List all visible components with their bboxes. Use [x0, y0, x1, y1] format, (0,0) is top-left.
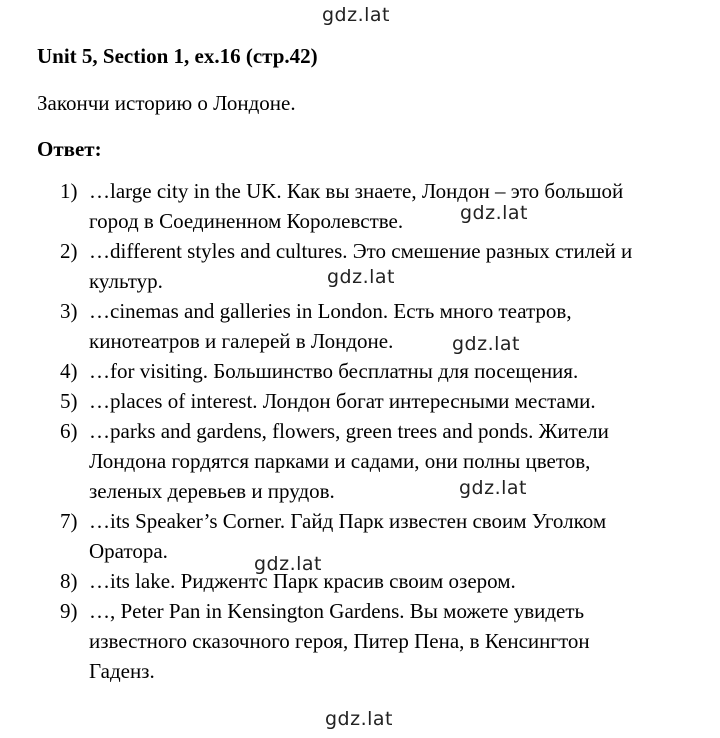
- answer-line: Лондона гордятся парками и садами, они полны цветов,: [89, 449, 591, 473]
- watermark: gdz.lat: [327, 266, 396, 288]
- answer-line: зеленых деревьев и прудов.: [89, 479, 335, 503]
- answer-line: город в Соединенном Королевстве.: [89, 209, 404, 233]
- answer-line: …its lake. Риджентс Парк красив своим озером.: [89, 569, 516, 593]
- answer-number: 4): [60, 359, 78, 383]
- answer-number: 5): [60, 389, 78, 413]
- answer-number: 7): [60, 509, 78, 533]
- answer-number: 1): [60, 179, 78, 203]
- exercise-heading: Unit 5, Section 1, ex.16 (стр.42): [37, 44, 318, 68]
- answer-number: 2): [60, 239, 78, 263]
- answer-list: [60, 176, 700, 686]
- answer-line: известного сказочного героя, Питер Пена, в Кенсингтон: [89, 629, 590, 653]
- answer-number: 8): [60, 569, 78, 593]
- answer-line: …large city in the UK. Как вы знаете, Лондон – это большой: [89, 179, 624, 203]
- answer-line: Оратора.: [89, 539, 168, 563]
- watermark: gdz.lat: [452, 333, 521, 355]
- answer-label: Ответ:: [37, 137, 102, 161]
- answer-line: …different styles and cultures. Это смешение разных стилей и: [89, 239, 633, 263]
- answer-number: 9): [60, 599, 78, 623]
- answer-number: 3): [60, 299, 78, 323]
- answer-line: …for visiting. Большинство бесплатны для посещения.: [89, 359, 579, 383]
- watermark-top: gdz.lat: [322, 4, 391, 26]
- answer-item: [60, 416, 700, 506]
- task-text: Закончи историю о Лондоне.: [37, 91, 296, 115]
- answer-line: …cinemas and galleries in London. Есть много театров,: [89, 299, 572, 323]
- answer-number: 6): [60, 419, 78, 443]
- answer-item: [60, 596, 700, 686]
- answer-line: кинотеатров и галерей в Лондоне.: [89, 329, 394, 353]
- watermark: gdz.lat: [459, 477, 528, 499]
- watermark-bottom: gdz.lat: [325, 708, 394, 730]
- watermark: gdz.lat: [460, 202, 529, 224]
- answer-item: [60, 506, 700, 566]
- answer-line: культур.: [89, 269, 163, 293]
- watermark: gdz.lat: [254, 553, 323, 575]
- answer-line: …, Peter Pan in Kensington Gardens. Вы можете увидеть: [89, 599, 585, 623]
- answer-item: [60, 386, 700, 416]
- answer-item: [60, 176, 700, 236]
- answer-line: …places of interest. Лондон богат интересными местами.: [89, 389, 596, 413]
- answer-line: Гаденз.: [89, 659, 155, 683]
- answer-item: [60, 296, 700, 356]
- answer-line: …parks and gardens, flowers, green trees and ponds. Жители: [89, 419, 609, 443]
- answer-item: [60, 566, 700, 596]
- answer-item: [60, 356, 700, 386]
- answer-line: …its Speaker’s Corner. Гайд Парк известен своим Уголком: [89, 509, 607, 533]
